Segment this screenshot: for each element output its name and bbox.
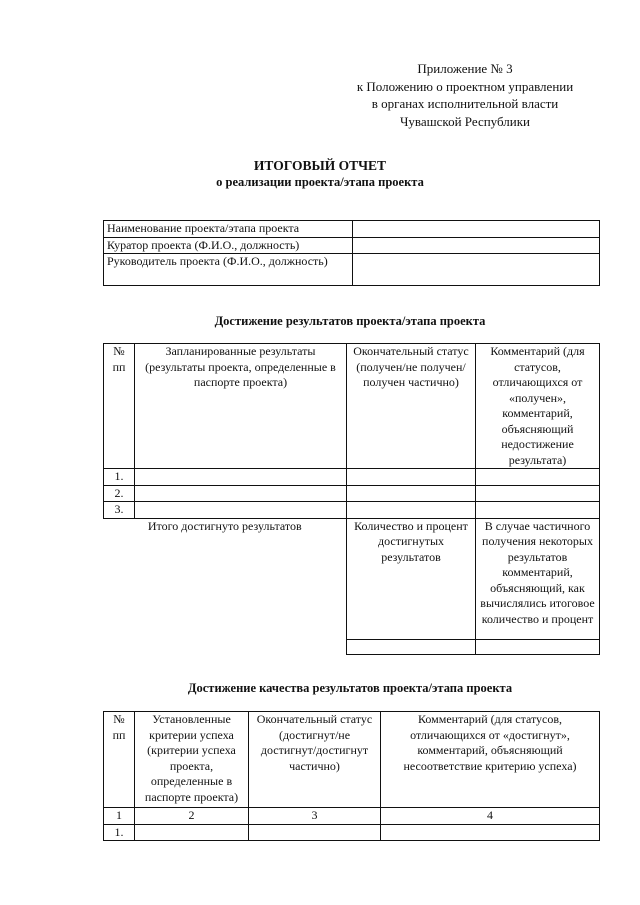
curator-value[interactable] [353, 237, 600, 254]
column-header: Установленные критерии успеха (критерии успеха проекта, определенные в паспорте проекта) [135, 712, 249, 808]
column-header: Окончательный статус (получен/не получен/получен частично) [347, 344, 476, 469]
table-cell[interactable] [135, 485, 347, 502]
row-number: 1. [104, 824, 135, 841]
total-row [104, 518, 600, 639]
manager-label: Руководитель проекта (Ф.И.О., должность) [104, 254, 353, 286]
table-header-row [104, 712, 600, 808]
table-row [104, 824, 600, 841]
manager-value[interactable] [353, 254, 600, 286]
report-title: ИТОГОВЫЙ ОТЧЕТ [253, 158, 387, 173]
total-comment: В случае частичного получения некоторых результатов комментарий, объясняющий, как вычислялись итоговое количество и процент [476, 518, 600, 639]
row-number: 2. [104, 485, 135, 502]
table-row [104, 221, 600, 238]
table-row [104, 254, 600, 286]
column-header: № пп [104, 712, 135, 808]
appendix-line: к Положению о проектном управлении [356, 78, 574, 94]
table-cell[interactable] [476, 469, 600, 486]
table-cell[interactable] [476, 485, 600, 502]
total-count: Количество и процент достигнутых результатов [347, 518, 476, 639]
quality-section-title: Достижение качества результатов проекта/этапа проекта [187, 681, 513, 695]
quality-table [103, 711, 600, 841]
column-number: 1 [104, 808, 135, 825]
report-subtitle: о реализации проекта/этапа проекта [216, 175, 424, 189]
total-label: Итого достигнуто результатов [104, 518, 347, 654]
table-cell[interactable] [476, 502, 600, 519]
table-cell[interactable] [347, 502, 476, 519]
table-cell[interactable] [135, 469, 347, 486]
table-cell[interactable] [249, 824, 381, 841]
table-header-row [104, 344, 600, 469]
table-row [104, 502, 600, 519]
column-number: 3 [249, 808, 381, 825]
row-number: 3. [104, 502, 135, 519]
curator-label: Куратор проекта (Ф.И.О., должность) [104, 237, 353, 254]
project-name-value[interactable] [353, 221, 600, 238]
column-header: Окончательный статус (достигнут/не достигнут/достигнут частично) [249, 712, 381, 808]
column-header: Комментарий (для статусов, отличающихся от «достигнут», комментарий, объясняющий несоответствие критерию успеха) [381, 712, 600, 808]
total-comment-value[interactable] [476, 639, 600, 654]
table-cell[interactable] [381, 824, 600, 841]
results-table [103, 343, 600, 655]
column-number: 2 [135, 808, 249, 825]
table-cell[interactable] [347, 469, 476, 486]
appendix-line: Приложение № 3 [417, 61, 513, 76]
table-row [104, 237, 600, 254]
total-count-value[interactable] [347, 639, 476, 654]
appendix-line: Чувашской Республики [399, 113, 531, 129]
project-info-table [103, 220, 600, 286]
project-name-label: Наименование проекта/этапа проекта [104, 221, 353, 238]
results-section-title: Достижение результатов проекта/этапа проекта [214, 314, 486, 328]
column-number: 4 [381, 808, 600, 825]
column-header: № пп [104, 344, 135, 469]
column-header: Запланированные результаты (результаты проекта, определенные в паспорте проекта) [135, 344, 347, 469]
column-header: Комментарий (для статусов, отличающихся от «получен», комментарий, объясняющий недостижение результата) [476, 344, 600, 469]
table-row [104, 469, 600, 486]
row-number: 1. [104, 469, 135, 486]
column-number-row [104, 808, 600, 825]
appendix-header [330, 60, 600, 130]
table-row [104, 485, 600, 502]
appendix-line: в органах исполнительной власти [371, 96, 559, 111]
table-cell[interactable] [135, 824, 249, 841]
table-cell[interactable] [347, 485, 476, 502]
table-cell[interactable] [135, 502, 347, 519]
